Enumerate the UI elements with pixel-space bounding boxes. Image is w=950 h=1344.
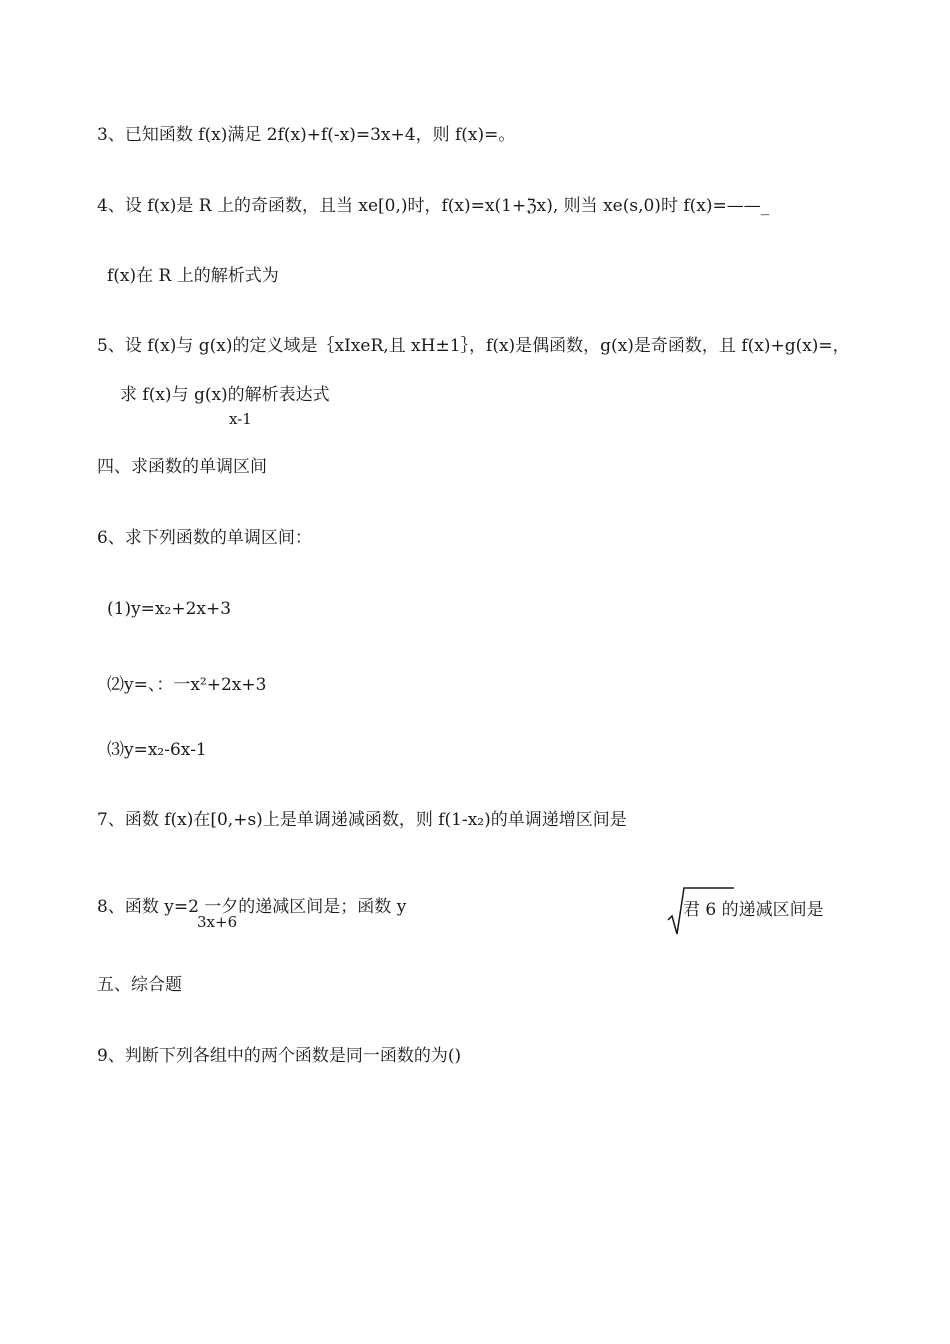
question-4-continuation: f(x)在 R 上的解析式为	[107, 266, 279, 286]
section-4-heading: 四、求函数的单调区间	[97, 457, 267, 477]
question-6: 6、求下列函数的单调区间：	[97, 528, 312, 548]
question-9: 9、判断下列各组中的两个函数是同一函数的为()	[97, 1046, 462, 1066]
question-5-fraction-denominator: x-1	[229, 410, 252, 428]
question-5-continuation: 求 f(x)与 g(x)的解析表达式	[120, 385, 330, 405]
question-4: 4、设 f(x)是 R 上的奇函数，且当 xe[0,)时，f(x)=x(1+ℨx), 则当 xe(s,0)时 f(x)=——_	[97, 196, 770, 216]
question-5: 5、设 f(x)与 g(x)的定义域是｛xIxeR,且 xH±1｝，f(x)是偶函数，g(x)是奇函数，且 f(x)+g(x)=，	[97, 336, 850, 356]
question-8: 8、函数 y=2 一夕的递减区间是；函数 y	[97, 897, 407, 917]
section-5-heading: 五、综合题	[97, 975, 182, 995]
question-8-fraction-denominator: 3x+6	[197, 913, 238, 931]
question-6-part-2: ⑵y=、：一x²+2x+3	[107, 675, 267, 695]
question-3: 3、已知函数 f(x)满足 2f(x)+f(-x)=3x+4，则 f(x)=。	[97, 125, 516, 145]
question-6-part-3: ⑶y=x₂-6x-1	[107, 740, 207, 760]
question-7: 7、函数 f(x)在[0,+s)上是单调递减函数，则 f(1-x₂)的单调递增区间是	[97, 810, 627, 830]
question-6-part-1: (1)y=x₂+2x+3	[107, 599, 232, 619]
question-8-right-text: 君 6 的递减区间是	[683, 900, 824, 920]
